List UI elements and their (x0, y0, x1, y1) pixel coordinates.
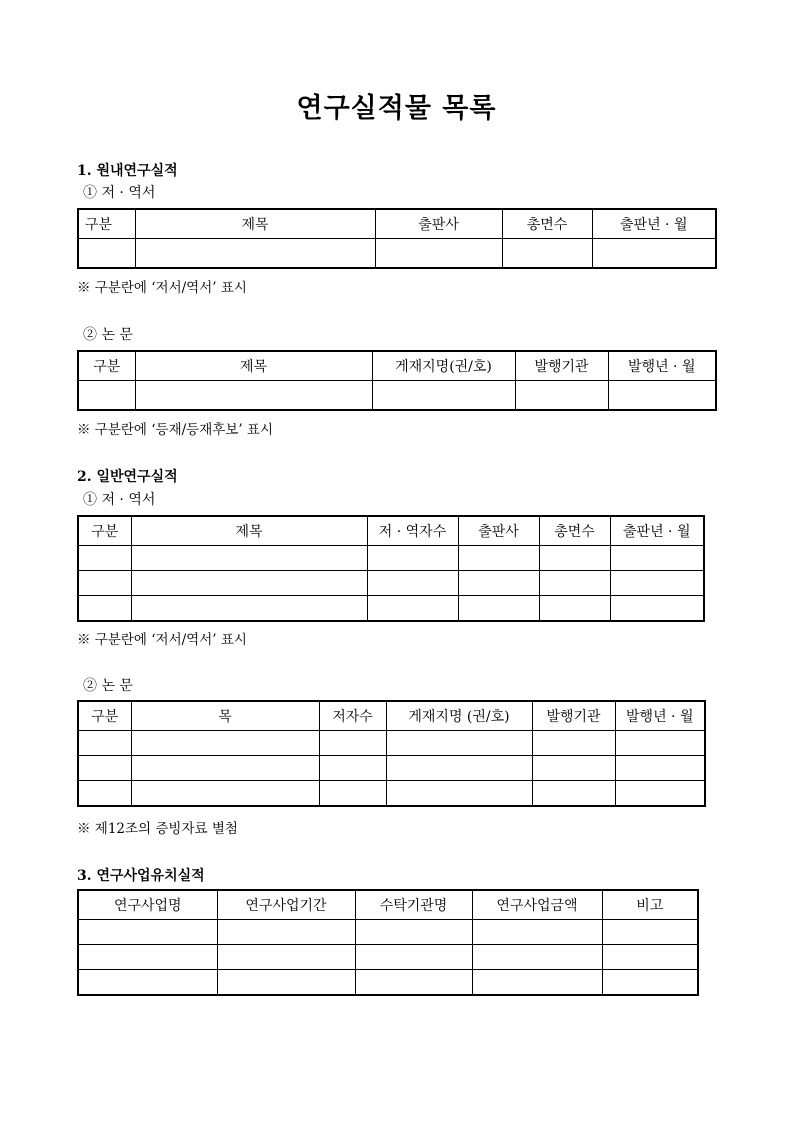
input-cell[interactable] (355, 920, 472, 945)
section2-books-table (77, 515, 705, 622)
input-cell[interactable] (502, 239, 592, 269)
input-cell[interactable] (610, 546, 704, 571)
section1-heading: 1. 원내연구실적 (77, 163, 178, 179)
input-cell[interactable] (458, 596, 539, 622)
input-cell[interactable] (78, 731, 131, 756)
input-cell[interactable] (78, 970, 217, 996)
input-cell[interactable] (458, 571, 539, 596)
input-cell[interactable] (615, 781, 705, 807)
header-cell: 구분 (78, 351, 135, 381)
section1-papers-table (77, 350, 717, 411)
input-cell[interactable] (386, 731, 532, 756)
input-cell[interactable] (78, 596, 131, 622)
input-cell[interactable] (78, 781, 131, 807)
input-cell[interactable] (78, 756, 131, 781)
input-cell[interactable] (367, 596, 458, 622)
header-cell: 출판사 (375, 209, 502, 239)
input-cell[interactable] (602, 970, 698, 996)
header-cell: 저 · 역자수 (367, 516, 458, 546)
table-row (78, 781, 705, 807)
input-cell[interactable] (131, 571, 367, 596)
section2-heading: 2. 일반연구실적 (77, 469, 178, 485)
header-cell: 출판사 (458, 516, 539, 546)
header-cell: 비고 (602, 890, 698, 920)
header-cell: 구분 (78, 209, 135, 239)
input-cell[interactable] (131, 731, 319, 756)
input-cell[interactable] (472, 920, 602, 945)
header-cell: 출판년 · 월 (592, 209, 716, 239)
header-cell: 발행년 · 월 (608, 351, 716, 381)
input-cell[interactable] (78, 945, 217, 970)
input-cell[interactable] (592, 239, 716, 269)
input-cell[interactable] (372, 381, 515, 411)
input-cell[interactable] (217, 970, 355, 996)
input-cell[interactable] (472, 945, 602, 970)
input-cell[interactable] (458, 546, 539, 571)
header-cell: 발행기관 (515, 351, 608, 381)
header-cell: 연구사업명 (78, 890, 217, 920)
table-row (78, 945, 698, 970)
section2-papers-label: ② 논 문 (83, 678, 133, 694)
table-row (78, 970, 698, 996)
section3-table (77, 889, 699, 996)
page-title: 연구실적물 목록 (296, 93, 497, 124)
table-row (78, 920, 698, 945)
table-header-row (78, 701, 705, 731)
table-row (78, 546, 704, 571)
header-cell: 연구사업금액 (472, 890, 602, 920)
input-cell[interactable] (217, 920, 355, 945)
input-cell[interactable] (386, 756, 532, 781)
input-cell[interactable] (367, 571, 458, 596)
table-row (78, 239, 716, 269)
input-cell[interactable] (355, 970, 472, 996)
input-cell[interactable] (610, 571, 704, 596)
input-cell[interactable] (532, 781, 615, 807)
header-cell: 발행년 · 월 (615, 701, 705, 731)
table-row (78, 381, 716, 411)
input-cell[interactable] (615, 731, 705, 756)
section2-books-note: ※ 구분란에 ‘저서/역서’ 표시 (77, 632, 247, 648)
input-cell[interactable] (78, 546, 131, 571)
input-cell[interactable] (602, 945, 698, 970)
header-cell: 구분 (78, 701, 131, 731)
table-header-row (78, 890, 698, 920)
input-cell[interactable] (386, 781, 532, 807)
header-cell: 연구사업기간 (217, 890, 355, 920)
input-cell[interactable] (355, 945, 472, 970)
section3-heading: 3. 연구사업유치실적 (77, 868, 205, 884)
table-header-row (78, 351, 716, 381)
header-cell: 수탁기관명 (355, 890, 472, 920)
input-cell[interactable] (78, 239, 135, 269)
section1-papers-note: ※ 구분란에 ‘등재/등재후보’ 표시 (77, 422, 273, 438)
header-cell: 게재지명(권/호) (372, 351, 515, 381)
header-cell: 제목 (131, 516, 367, 546)
header-cell: 제목 (135, 209, 375, 239)
input-cell[interactable] (367, 546, 458, 571)
input-cell[interactable] (602, 920, 698, 945)
input-cell[interactable] (539, 596, 610, 622)
header-cell: 구분 (78, 516, 131, 546)
header-cell: 목 (131, 701, 319, 731)
header-cell: 총면수 (539, 516, 610, 546)
section2-papers-table (77, 700, 706, 807)
section2-books-label: ① 저 · 역서 (83, 492, 156, 508)
input-cell[interactable] (78, 571, 131, 596)
header-cell: 제목 (135, 351, 372, 381)
header-cell: 발행기관 (532, 701, 615, 731)
table-row (78, 596, 704, 622)
input-cell[interactable] (319, 731, 386, 756)
input-cell[interactable] (615, 756, 705, 781)
input-cell[interactable] (532, 756, 615, 781)
section1-papers-label: ② 논 문 (83, 327, 133, 343)
table-row (78, 571, 704, 596)
input-cell[interactable] (135, 381, 372, 411)
input-cell[interactable] (608, 381, 716, 411)
table-row (78, 756, 705, 781)
input-cell[interactable] (131, 596, 367, 622)
input-cell[interactable] (515, 381, 608, 411)
input-cell[interactable] (319, 781, 386, 807)
input-cell[interactable] (131, 546, 367, 571)
input-cell[interactable] (319, 756, 386, 781)
header-cell: 게재지명 (권/호) (386, 701, 532, 731)
input-cell[interactable] (532, 731, 615, 756)
section1-books-label: ① 저 · 역서 (83, 185, 156, 201)
table-row (78, 731, 705, 756)
input-cell[interactable] (131, 756, 319, 781)
table-header-row (78, 209, 716, 239)
input-cell[interactable] (135, 239, 375, 269)
input-cell[interactable] (375, 239, 502, 269)
input-cell[interactable] (131, 781, 319, 807)
input-cell[interactable] (78, 381, 135, 411)
section2-papers-note: ※ 제12조의 증빙자료 별첨 (77, 821, 238, 837)
header-cell: 총면수 (502, 209, 592, 239)
table-header-row (78, 516, 704, 546)
input-cell[interactable] (539, 546, 610, 571)
section1-books-note: ※ 구분란에 ‘저서/역서’ 표시 (77, 280, 247, 296)
header-cell: 출판년 · 월 (610, 516, 704, 546)
input-cell[interactable] (539, 571, 610, 596)
section1-books-table (77, 208, 717, 269)
input-cell[interactable] (217, 945, 355, 970)
header-cell: 저자수 (319, 701, 386, 731)
input-cell[interactable] (610, 596, 704, 622)
input-cell[interactable] (78, 920, 217, 945)
input-cell[interactable] (472, 970, 602, 996)
